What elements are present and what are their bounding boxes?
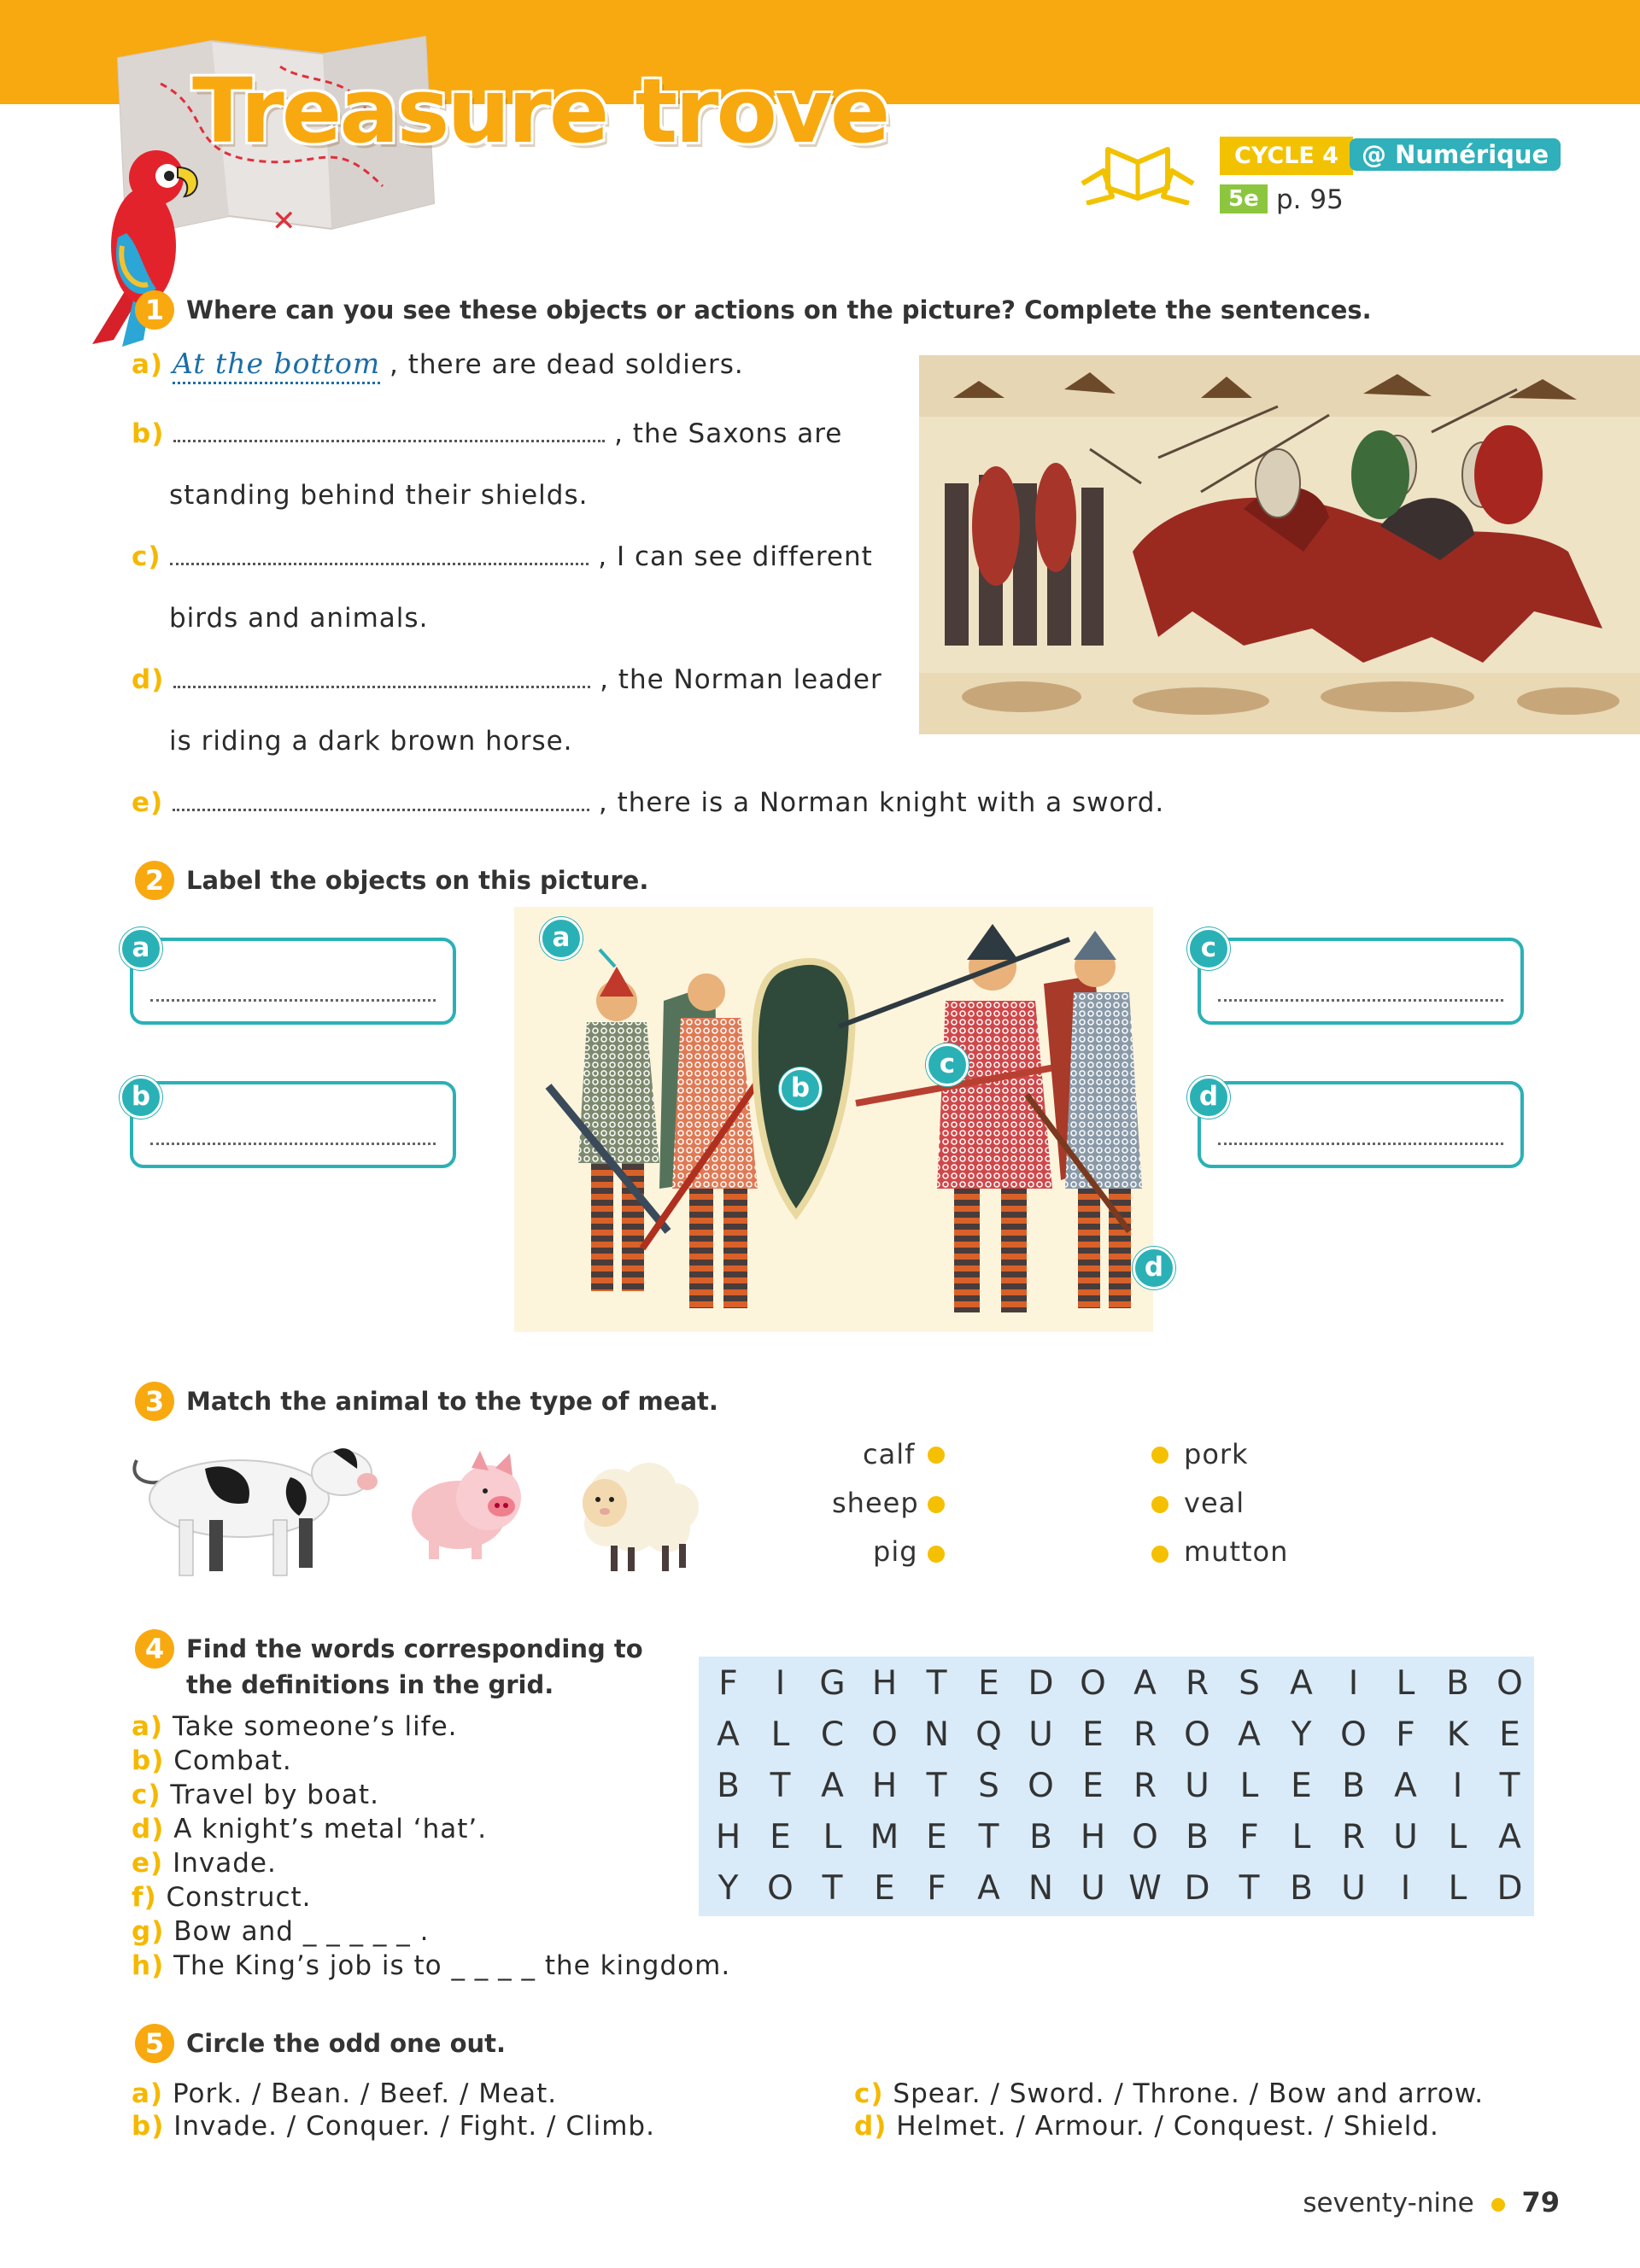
grid-cell[interactable]: B (1342, 1767, 1365, 1805)
grid-cell[interactable]: L (1239, 1767, 1259, 1805)
grid-cell[interactable]: Y (718, 1869, 739, 1908)
label-c-marker: c (1187, 927, 1230, 970)
ex1-item-b-continued: standing behind their shields. (169, 480, 589, 511)
grid-cell[interactable]: R (1341, 1818, 1366, 1856)
grid-cell[interactable]: O (871, 1716, 898, 1754)
grid-cell[interactable]: B (1186, 1818, 1209, 1856)
grid-cell[interactable]: F (1239, 1818, 1259, 1856)
grid-cell[interactable]: E (1082, 1767, 1104, 1805)
match-dot-pig[interactable] (928, 1546, 945, 1563)
odd-one-out-d: d) Helmet. / Armour. / Conquest. / Shield. (854, 2111, 1439, 2142)
grid-cell[interactable]: F (718, 1664, 738, 1703)
exercise-5-number: 5 (135, 2024, 174, 2063)
grid-cell[interactable]: E (770, 1818, 791, 1856)
grid-cell[interactable]: H (871, 1767, 898, 1805)
grid-cell[interactable]: A (1133, 1664, 1157, 1703)
grid-cell[interactable]: B (1029, 1818, 1052, 1856)
grid-cell[interactable]: A (717, 1716, 740, 1754)
grid-cell[interactable]: A (1498, 1818, 1521, 1856)
ex1-blank-c[interactable] (170, 542, 589, 565)
grid-cell[interactable]: A (1290, 1664, 1313, 1703)
grid-cell[interactable]: B (1446, 1664, 1469, 1703)
grid-cell[interactable]: T (1499, 1767, 1520, 1805)
animal-pig: pig (873, 1535, 918, 1568)
exercise-2-number: 2 (135, 861, 174, 900)
grid-cell[interactable]: T (926, 1767, 947, 1805)
grid-cell[interactable]: O (1184, 1716, 1210, 1754)
grid-cell[interactable]: N (1028, 1869, 1054, 1908)
grid-cell[interactable]: S (1239, 1664, 1260, 1703)
grid-cell[interactable]: E (1082, 1716, 1104, 1754)
grid-cell[interactable]: R (1133, 1767, 1157, 1805)
grade-badge: 5e (1220, 184, 1268, 213)
label-b-marker: b (120, 1076, 162, 1119)
grid-cell[interactable]: I (775, 1664, 786, 1703)
reading-hands-icon (1078, 137, 1198, 205)
grid-cell[interactable]: I (1348, 1664, 1359, 1703)
ex1-blank-e[interactable] (173, 788, 589, 811)
grid-cell[interactable]: W (1128, 1869, 1162, 1908)
grid-cell[interactable]: F (927, 1869, 946, 1908)
definition-a: a) Take someone’s life. (132, 1711, 458, 1742)
grid-cell[interactable]: U (1028, 1716, 1053, 1754)
definition-b: b) Combat. (132, 1745, 292, 1776)
match-dot-veal[interactable] (1151, 1496, 1168, 1513)
animal-calf: calf (863, 1438, 916, 1470)
grid-cell[interactable]: A (821, 1767, 844, 1805)
grid-cell[interactable]: Y (1291, 1716, 1312, 1754)
ex1-item-e: e) , there is a Norman knight with a sword. (132, 787, 1165, 818)
exercise-2-title: Label the objects on this picture. (186, 866, 649, 895)
grid-cell[interactable]: E (874, 1869, 895, 1908)
grid-cell[interactable]: U (1185, 1767, 1210, 1805)
page-title: Treasure trove (192, 59, 888, 163)
ex1-item-c-continued: birds and animals. (169, 603, 429, 634)
grid-cell[interactable]: L (770, 1716, 790, 1754)
grid-cell[interactable]: O (1132, 1818, 1158, 1856)
grid-cell[interactable]: D (1028, 1664, 1054, 1703)
exercise-1-number: 1 (135, 290, 174, 330)
grid-cell[interactable]: G (819, 1664, 846, 1703)
numerique-link[interactable]: @ Numérique (1350, 138, 1561, 171)
match-dot-mutton[interactable] (1151, 1546, 1168, 1563)
grid-cell[interactable]: T (1239, 1869, 1260, 1908)
label-a-marker: a (120, 927, 162, 970)
grid-cell[interactable]: N (923, 1716, 950, 1754)
ex1-item-d: d) , the Norman leader (132, 664, 882, 695)
grid-cell[interactable]: R (1133, 1716, 1157, 1754)
grid-cell[interactable]: U (1393, 1818, 1418, 1856)
cycle-badge: CYCLE 4 (1220, 137, 1353, 175)
grid-cell[interactable]: H (715, 1818, 741, 1856)
grid-cell[interactable]: L (1292, 1818, 1311, 1856)
definition-h: h) The King’s job is to _ _ _ _ the kingdom. (132, 1950, 731, 1981)
grid-cell[interactable]: E (1499, 1716, 1520, 1754)
soldiers-illustration (514, 907, 1153, 1332)
definition-d: d) A knight’s metal ‘hat’. (132, 1814, 488, 1844)
grid-cell[interactable]: I (1452, 1767, 1463, 1805)
odd-one-out-c: c) Spear. / Sword. / Throne. / Bow and arrow. (854, 2078, 1485, 2109)
grid-cell[interactable]: O (1340, 1716, 1367, 1754)
odd-one-out-a: a) Pork. / Bean. / Beef. / Meat. (132, 2078, 558, 2109)
exercise-3-title: Match the animal to the type of meat. (186, 1387, 718, 1416)
meat-veal: veal (1184, 1487, 1245, 1519)
grid-cell[interactable]: O (1080, 1664, 1106, 1703)
label-d-marker: d (1187, 1076, 1230, 1119)
picture-marker-b: b (779, 1067, 822, 1110)
grid-cell[interactable]: L (1396, 1664, 1415, 1703)
exercise-4-title-line1: Find the words corresponding to (186, 1634, 643, 1663)
grid-cell[interactable]: A (1238, 1716, 1261, 1754)
word-search-grid[interactable] (699, 1657, 1534, 1916)
exercise-5-title: Circle the odd one out. (186, 2029, 507, 2058)
grid-cell[interactable]: L (1448, 1818, 1467, 1856)
picture-marker-a: a (540, 917, 583, 960)
definition-e: e) Invade. (132, 1848, 277, 1879)
meat-pork: pork (1184, 1438, 1249, 1470)
grid-cell[interactable]: L (823, 1818, 842, 1856)
grid-cell[interactable]: B (1290, 1869, 1313, 1908)
grid-cell[interactable]: H (1080, 1818, 1106, 1856)
exercise-3-number: 3 (135, 1382, 174, 1421)
grid-cell[interactable]: E (926, 1818, 947, 1856)
grid-cell[interactable]: I (1400, 1869, 1411, 1908)
grid-cell[interactable]: D (1496, 1869, 1523, 1908)
grid-cell[interactable]: E (978, 1664, 999, 1703)
exercise-1-title: Where can you see these objects or actions on the picture? Complete the sentences. (186, 295, 1372, 324)
page-number: 79 (1521, 2186, 1560, 2218)
grid-cell[interactable]: S (978, 1767, 999, 1805)
sheep-illustration (564, 1443, 709, 1580)
grid-cell[interactable]: E (1291, 1767, 1312, 1805)
svg-text:✕: ✕ (272, 204, 296, 238)
animal-sheep: sheep (832, 1487, 919, 1519)
grid-cell[interactable]: C (820, 1716, 845, 1754)
ex1-blank-b[interactable] (173, 419, 605, 442)
grid-cell[interactable]: T (978, 1818, 999, 1856)
bayeux-tapestry-photo (919, 355, 1640, 734)
odd-one-out-b: b) Invade. / Conquer. / Fight. / Climb. (132, 2111, 655, 2142)
match-dot-pork[interactable] (1151, 1447, 1168, 1464)
grid-cell[interactable]: U (1341, 1869, 1366, 1908)
ex1-blank-d[interactable] (173, 665, 590, 688)
label-box-a[interactable] (130, 938, 456, 1025)
page-reference: p. 95 (1276, 184, 1344, 215)
grid-cell[interactable]: M (870, 1818, 899, 1856)
footer-dot (1491, 2198, 1505, 2212)
meat-mutton: mutton (1184, 1535, 1289, 1568)
grid-cell[interactable]: H (871, 1664, 898, 1703)
ex1-answer-a[interactable]: At the bottom (173, 347, 380, 384)
calf-illustration (128, 1435, 384, 1588)
grid-cell[interactable]: D (1184, 1869, 1210, 1908)
ex1-item-d-continued: is riding a dark brown horse. (169, 726, 573, 757)
grid-cell[interactable]: U (1081, 1869, 1105, 1908)
label-box-c[interactable] (1198, 938, 1524, 1025)
grid-cell[interactable]: T (770, 1767, 791, 1805)
grid-cell[interactable]: T (822, 1869, 843, 1908)
grid-cell[interactable]: B (717, 1767, 740, 1805)
grid-cell[interactable]: K (1446, 1716, 1469, 1754)
grid-cell[interactable]: O (1028, 1767, 1054, 1805)
grid-cell[interactable]: A (1394, 1767, 1417, 1805)
grid-cell[interactable]: Q (975, 1716, 1002, 1754)
ex1-item-b: b) , the Saxons are (132, 418, 843, 449)
pig-illustration (403, 1447, 531, 1566)
grid-cell[interactable]: O (1496, 1664, 1523, 1703)
label-box-b[interactable] (130, 1081, 456, 1168)
page-number-words: seventy-nine (1303, 2188, 1474, 2218)
definition-f: f) Construct. (132, 1882, 312, 1913)
grid-cell[interactable]: T (926, 1664, 947, 1703)
picture-marker-c: c (926, 1043, 969, 1086)
grid-cell[interactable]: L (1448, 1869, 1467, 1908)
ex1-item-a: a) At the bottom , there are dead soldiers. (132, 347, 744, 380)
page-footer (1303, 2186, 1560, 2218)
definition-g: g) Bow and _ _ _ _ _ . (132, 1916, 430, 1947)
grid-cell[interactable]: O (767, 1869, 794, 1908)
grid-cell[interactable]: R (1185, 1664, 1210, 1703)
grid-cell[interactable]: F (1396, 1716, 1415, 1754)
exercise-4-title-line2: the definitions in the grid. (186, 1670, 554, 1699)
grid-cell[interactable]: A (977, 1869, 1000, 1908)
definition-c: c) Travel by boat. (132, 1780, 379, 1810)
label-box-d[interactable] (1198, 1081, 1524, 1168)
match-dot-sheep[interactable] (928, 1496, 945, 1513)
match-dot-calf[interactable] (928, 1447, 945, 1464)
exercise-4-number: 4 (135, 1629, 174, 1669)
picture-marker-d: d (1133, 1247, 1175, 1289)
ex1-item-c: c) , I can see different (132, 541, 873, 572)
